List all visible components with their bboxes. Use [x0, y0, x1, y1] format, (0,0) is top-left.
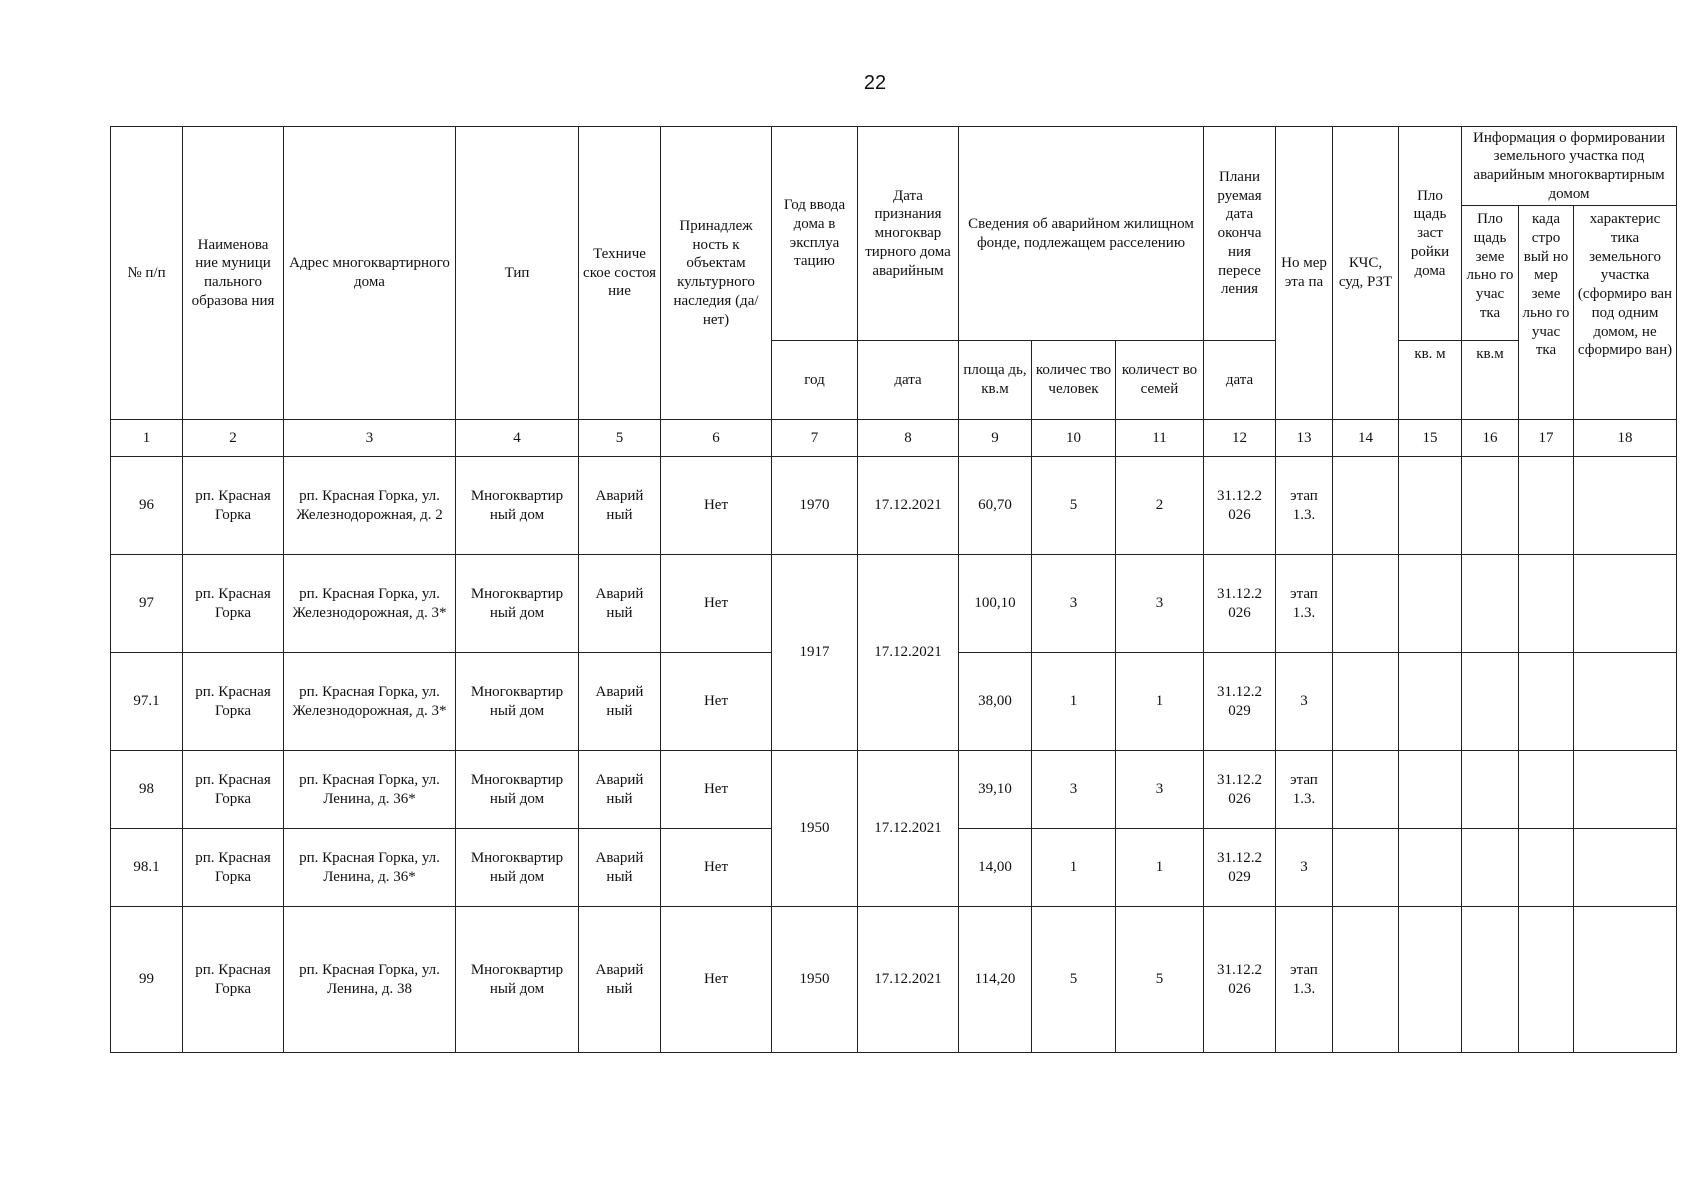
- cell-empty: [1333, 555, 1399, 653]
- cell-area: 39,10: [959, 751, 1032, 829]
- cell-empty: [1333, 457, 1399, 555]
- column-number: 4: [456, 420, 579, 457]
- cell-address: рп. Красная Горка, ул. Железнодорожная, д. 2: [284, 457, 456, 555]
- header-built-area-unit: кв. м: [1399, 341, 1462, 420]
- cell-empty: [1462, 653, 1519, 751]
- header-people: количес тво человек: [1032, 341, 1116, 420]
- header-date-group: Дата признания многоквар тирного дома аварийным: [858, 127, 959, 341]
- cell-people: 5: [1032, 457, 1116, 555]
- cell-empty: [1462, 555, 1519, 653]
- cell-num: 97: [111, 555, 183, 653]
- header-heritage: Принадлеж ность к объектам культурного наследия (да/нет): [661, 127, 772, 420]
- table-row: [111, 555, 1677, 653]
- cell-empty: [1399, 829, 1462, 907]
- cell-stage: этап 1.3.: [1276, 457, 1333, 555]
- cell-type: Многоквартир ный дом: [456, 457, 579, 555]
- cell-planned: 31.12.2 029: [1204, 829, 1276, 907]
- cell-people: 1: [1032, 829, 1116, 907]
- header-land-characteristic: характерис тика земельного участка (сформиро ван под одним домом, не сформиро ван): [1574, 206, 1677, 420]
- column-number: 3: [284, 420, 456, 457]
- column-number: 7: [772, 420, 858, 457]
- cell-date: 17.12.2021: [858, 457, 959, 555]
- cell-empty: [1462, 457, 1519, 555]
- column-number: 11: [1116, 420, 1204, 457]
- cell-condition: Аварий ный: [579, 907, 661, 1053]
- cell-empty: [1519, 653, 1574, 751]
- column-number: 14: [1333, 420, 1399, 457]
- cell-empty: [1519, 751, 1574, 829]
- column-number: 15: [1399, 420, 1462, 457]
- cell-area: 100,10: [959, 555, 1032, 653]
- cell-condition: Аварий ный: [579, 751, 661, 829]
- cell-empty: [1462, 829, 1519, 907]
- column-number: 5: [579, 420, 661, 457]
- table-row: [111, 457, 1677, 555]
- table-row: [111, 751, 1677, 829]
- cell-families: 1: [1116, 829, 1204, 907]
- cell-stage: этап 1.3.: [1276, 907, 1333, 1053]
- cell-planned: 31.12.2 026: [1204, 907, 1276, 1053]
- column-number: 17: [1519, 420, 1574, 457]
- cell-municipality: рп. Красная Горка: [183, 555, 284, 653]
- header-year-sub: год: [772, 341, 858, 420]
- cell-year: 1950: [772, 751, 858, 907]
- column-number: 1: [111, 420, 183, 457]
- header-year-group: Год ввода дома в эксплуа тацию: [772, 127, 858, 341]
- cell-year: 1970: [772, 457, 858, 555]
- column-number: 8: [858, 420, 959, 457]
- header-address: Адрес многоквартирного дома: [284, 127, 456, 420]
- cell-num: 98.1: [111, 829, 183, 907]
- cell-heritage: Нет: [661, 555, 772, 653]
- cell-planned: 31.12.2 026: [1204, 457, 1276, 555]
- cell-heritage: Нет: [661, 829, 772, 907]
- cell-address: рп. Красная Горка, ул. Ленина, д. 36*: [284, 751, 456, 829]
- cell-planned: 31.12.2 026: [1204, 555, 1276, 653]
- header-area: площа дь, кв.м: [959, 341, 1032, 420]
- cell-area: 38,00: [959, 653, 1032, 751]
- cell-families: 3: [1116, 555, 1204, 653]
- cell-heritage: Нет: [661, 457, 772, 555]
- cell-people: 3: [1032, 751, 1116, 829]
- column-number: 10: [1032, 420, 1116, 457]
- cell-empty: [1333, 751, 1399, 829]
- cell-type: Многоквартир ный дом: [456, 653, 579, 751]
- cell-empty: [1519, 907, 1574, 1053]
- cell-date: 17.12.2021: [858, 555, 959, 751]
- cell-address: рп. Красная Горка, ул. Ленина, д. 36*: [284, 829, 456, 907]
- cell-empty: [1399, 653, 1462, 751]
- column-number: 2: [183, 420, 284, 457]
- cell-empty: [1333, 653, 1399, 751]
- cell-date: 17.12.2021: [858, 907, 959, 1053]
- cell-condition: Аварий ный: [579, 457, 661, 555]
- cell-municipality: рп. Красная Горка: [183, 457, 284, 555]
- header-land-area-unit: кв.м: [1462, 341, 1519, 420]
- header-land-area: Пло щадь земе льно го учас тка: [1462, 206, 1519, 341]
- cell-area: 60,70: [959, 457, 1032, 555]
- column-number: 16: [1462, 420, 1519, 457]
- cell-municipality: рп. Красная Горка: [183, 751, 284, 829]
- cell-families: 2: [1116, 457, 1204, 555]
- column-number: 9: [959, 420, 1032, 457]
- cell-address: рп. Красная Горка, ул. Железнодорожная, д. 3*: [284, 555, 456, 653]
- cell-empty: [1519, 457, 1574, 555]
- cell-planned: 31.12.2 026: [1204, 751, 1276, 829]
- cell-num: 98: [111, 751, 183, 829]
- cell-people: 3: [1032, 555, 1116, 653]
- cell-people: 5: [1032, 907, 1116, 1053]
- header-date-sub: дата: [858, 341, 959, 420]
- cell-municipality: рп. Красная Горка: [183, 653, 284, 751]
- cell-condition: Аварий ный: [579, 829, 661, 907]
- cell-year: 1950: [772, 907, 858, 1053]
- cell-type: Многоквартир ный дом: [456, 555, 579, 653]
- cell-empty: [1399, 751, 1462, 829]
- cell-families: 3: [1116, 751, 1204, 829]
- page-number: 22: [863, 72, 887, 94]
- header-fund-group: Сведения об аварийном жилищном фонде, подлежащем расселению: [959, 127, 1204, 341]
- cell-empty: [1399, 555, 1462, 653]
- cell-type: Многоквартир ный дом: [456, 751, 579, 829]
- cell-municipality: рп. Красная Горка: [183, 829, 284, 907]
- cell-area: 14,00: [959, 829, 1032, 907]
- cell-year: 1917: [772, 555, 858, 751]
- column-number: 6: [661, 420, 772, 457]
- header-cadastral: када стро вый но мер земе льно го учас тка: [1519, 206, 1574, 420]
- cell-stage: этап 1.3.: [1276, 555, 1333, 653]
- cell-planned: 31.12.2 029: [1204, 653, 1276, 751]
- cell-people: 1: [1032, 653, 1116, 751]
- cell-num: 97.1: [111, 653, 183, 751]
- cell-condition: Аварий ный: [579, 653, 661, 751]
- header-planned-group: Плани руемая дата оконча ния пересе ления: [1204, 127, 1276, 341]
- column-numbers-row: [111, 420, 1677, 457]
- header-condition: Техниче ское состоя ние: [579, 127, 661, 420]
- header-type: Тип: [456, 127, 579, 420]
- header-municipality: Наименова ние муници пального образова ния: [183, 127, 284, 420]
- cell-empty: [1519, 555, 1574, 653]
- header-num: № п/п: [111, 127, 183, 420]
- cell-heritage: Нет: [661, 907, 772, 1053]
- header-families: количест во семей: [1116, 341, 1204, 420]
- cell-empty: [1462, 907, 1519, 1053]
- cell-heritage: Нет: [661, 653, 772, 751]
- cell-empty: [1519, 829, 1574, 907]
- cell-empty: [1574, 751, 1677, 829]
- header-built-area-group: Пло щадь заст ройки дома: [1399, 127, 1462, 341]
- cell-heritage: Нет: [661, 751, 772, 829]
- cell-empty: [1333, 907, 1399, 1053]
- cell-empty: [1462, 751, 1519, 829]
- cell-empty: [1574, 555, 1677, 653]
- header-kchs: КЧС, суд, РЗТ: [1333, 127, 1399, 420]
- cell-area: 114,20: [959, 907, 1032, 1053]
- header-row-1: [111, 127, 1677, 206]
- cell-empty: [1399, 907, 1462, 1053]
- emergency-housing-table: [110, 126, 1677, 1053]
- cell-municipality: рп. Красная Горка: [183, 907, 284, 1053]
- header-stage: Но мер эта па: [1276, 127, 1333, 420]
- cell-families: 5: [1116, 907, 1204, 1053]
- column-number: 13: [1276, 420, 1333, 457]
- header-land-group: Информация о формировании земельного участка под аварийным многоквартирным домом: [1462, 127, 1677, 206]
- cell-condition: Аварий ный: [579, 555, 661, 653]
- column-number: 12: [1204, 420, 1276, 457]
- cell-date: 17.12.2021: [858, 751, 959, 907]
- cell-empty: [1574, 653, 1677, 751]
- cell-empty: [1574, 829, 1677, 907]
- cell-num: 96: [111, 457, 183, 555]
- cell-empty: [1399, 457, 1462, 555]
- cell-empty: [1574, 457, 1677, 555]
- cell-num: 99: [111, 907, 183, 1053]
- cell-type: Многоквартир ный дом: [456, 829, 579, 907]
- cell-families: 1: [1116, 653, 1204, 751]
- cell-type: Многоквартир ный дом: [456, 907, 579, 1053]
- cell-empty: [1333, 829, 1399, 907]
- cell-address: рп. Красная Горка, ул. Ленина, д. 38: [284, 907, 456, 1053]
- cell-empty: [1574, 907, 1677, 1053]
- cell-stage: этап 1.3.: [1276, 751, 1333, 829]
- cell-stage: 3: [1276, 653, 1333, 751]
- table-row: [111, 907, 1677, 1053]
- header-planned-sub: дата: [1204, 341, 1276, 420]
- cell-stage: 3: [1276, 829, 1333, 907]
- cell-address: рп. Красная Горка, ул. Железнодорожная, д. 3*: [284, 653, 456, 751]
- column-number: 18: [1574, 420, 1677, 457]
